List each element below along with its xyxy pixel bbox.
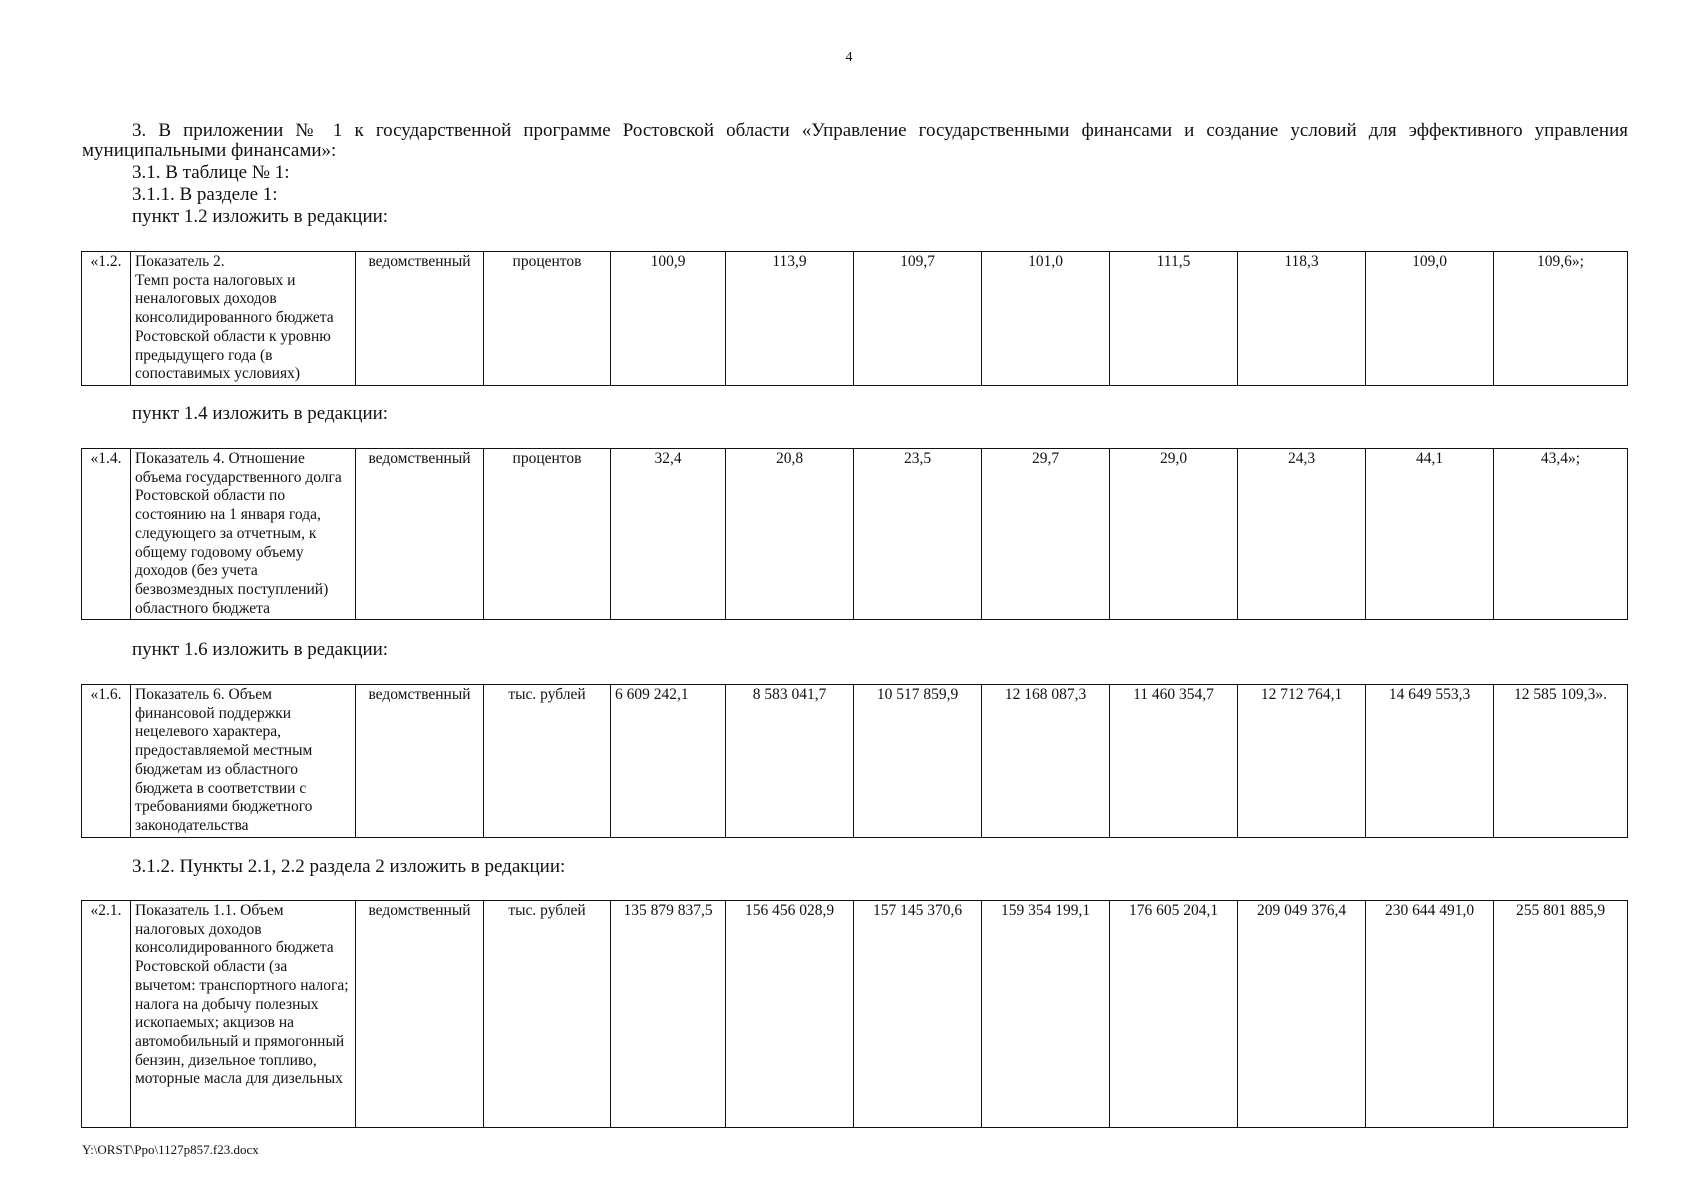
label-item-1-2: пункт 1.2 изложить в редакции: — [132, 206, 389, 227]
value-cell: 10 517 859,9 — [854, 685, 982, 838]
value-cell: 29,7 — [982, 449, 1110, 620]
section-3-1-1: 3.1.1. В разделе 1: — [132, 184, 278, 205]
indicator-name: Показатель 6. Объем финансовой поддержки нецелевого характера, предоставляемой местным бюджетам из областного бюджета в соответствии с требованиями бюджетного законодательства — [131, 685, 356, 838]
value-cell: 109,6»; — [1494, 252, 1628, 386]
value-cell: 12 168 087,3 — [982, 685, 1110, 838]
value-cell: 11 460 354,7 — [1110, 685, 1238, 838]
value-cell: 109,0 — [1366, 252, 1494, 386]
indicator-unit: тыс. рублей — [484, 901, 611, 1128]
value-cell: 32,4 — [611, 449, 726, 620]
indicator-unit: процентов — [484, 252, 611, 386]
value-cell: 118,3 — [1238, 252, 1366, 386]
item-number: «1.6. — [82, 685, 131, 838]
value-cell: 101,0 — [982, 252, 1110, 386]
value-cell: 159 354 199,1 — [982, 901, 1110, 1128]
value-cell: 157 145 370,6 — [854, 901, 982, 1128]
value-cell: 8 583 041,7 — [726, 685, 854, 838]
item-number: «2.1. — [82, 901, 131, 1128]
value-cell: 29,0 — [1110, 449, 1238, 620]
label-section-3-1-2: 3.1.2. Пункты 2.1, 2.2 раздела 2 изложить в редакции: — [132, 856, 566, 877]
value-cell: 156 456 028,9 — [726, 901, 854, 1128]
value-cell: 255 801 885,9 — [1494, 901, 1628, 1128]
page-number: 4 — [845, 50, 853, 65]
section-3-1: 3.1. В таблице № 1: — [132, 162, 290, 183]
table-row — [82, 685, 1628, 838]
label-item-1-4: пункт 1.4 изложить в редакции: — [132, 403, 389, 424]
indicator-kind: ведомственный — [356, 901, 484, 1128]
value-cell: 135 879 837,5 — [611, 901, 726, 1128]
file-path-footer: Y:\ORST\Ppo\1127p857.f23.docx — [82, 1142, 259, 1157]
value-cell: 230 644 491,0 — [1366, 901, 1494, 1128]
value-cell: 14 649 553,3 — [1366, 685, 1494, 838]
value-cell: 109,7 — [854, 252, 982, 386]
table-item-2-1 — [81, 900, 1628, 1128]
value-cell: 12 712 764,1 — [1238, 685, 1366, 838]
value-cell: 113,9 — [726, 252, 854, 386]
label-item-1-6: пункт 1.6 изложить в редакции: — [132, 639, 389, 660]
value-cell: 23,5 — [854, 449, 982, 620]
indicator-kind: ведомственный — [356, 449, 484, 620]
table-row — [82, 252, 1628, 386]
value-cell: 20,8 — [726, 449, 854, 620]
intro-paragraph: 3. В приложении № 1 к государственной программе Ростовской области «Управление государственными финансами и создание условий для эффективного управления муниципальными финансами»: — [82, 120, 1628, 161]
value-cell: 12 585 109,3». — [1494, 685, 1628, 838]
table-item-1-2 — [81, 251, 1628, 386]
value-cell: 44,1 — [1366, 449, 1494, 620]
value-cell: 24,3 — [1238, 449, 1366, 620]
indicator-name: Показатель 4. Отношение объема государственного долга Ростовской области по состоянию на 1 января года, следующего за отчетным, к общему годовому объему доходов (без учета безвозмездных поступлений) областного бюджета — [131, 449, 356, 620]
item-number: «1.2. — [82, 252, 131, 386]
item-number: «1.4. — [82, 449, 131, 620]
value-cell: 6 609 242,1 — [611, 685, 726, 838]
table-item-1-4 — [81, 448, 1628, 620]
table-item-1-6 — [81, 684, 1628, 838]
table-row — [82, 901, 1628, 1128]
indicator-name: Показатель 1.1. Объем налоговых доходов консолидированного бюджета Ростовской области (за вычетом: транспортного налога; налога на добычу полезных ископаемых; акцизов на автомобильный и прямогонный бензин, дизельное топливо, моторные масла для дизельных — [131, 901, 356, 1128]
table-row — [82, 449, 1628, 620]
value-cell: 209 049 376,4 — [1238, 901, 1366, 1128]
indicator-unit: процентов — [484, 449, 611, 620]
value-cell: 43,4»; — [1494, 449, 1628, 620]
indicator-name: Показатель 2. Темп роста налоговых и неналоговых доходов консолидированного бюджета Ростовской области к уровню предыдущего года (в сопоставимых условиях) — [131, 252, 356, 386]
indicator-kind: ведомственный — [356, 252, 484, 386]
indicator-unit: тыс. рублей — [484, 685, 611, 838]
indicator-kind: ведомственный — [356, 685, 484, 838]
value-cell: 100,9 — [611, 252, 726, 386]
value-cell: 111,5 — [1110, 252, 1238, 386]
value-cell: 176 605 204,1 — [1110, 901, 1238, 1128]
